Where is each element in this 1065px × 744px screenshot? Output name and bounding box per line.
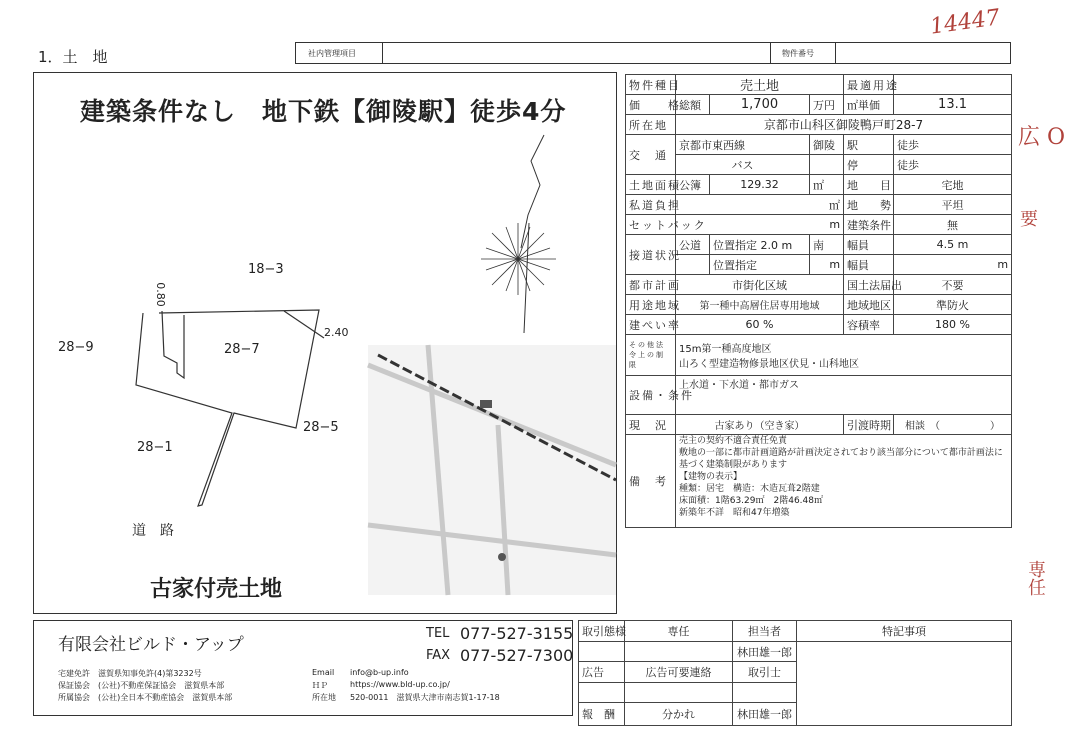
mgmt-label: 社内管理項目 xyxy=(308,49,356,58)
road-label: 道 路 xyxy=(132,523,174,539)
license: 宅建免許 滋賀県知事免許(4)第3232号 xyxy=(58,669,202,678)
spec-table: 物件種目 売土地 最適用途 価 格 総額 1,700 万円 ㎡単価 13.1 所在地 京都市山科区御陵鴨戸町28-7 交 通 京都市東西線 御陵 駅 徒歩 バス 停 徒歩 土地面積 公簿 129.32 ㎡ 地 目 宅地 私道負担 ㎡ 地 勢 平坦 セットバック m 建築条件 無 接道状況 公道 位置指定 2.0 m 南 幅員 4.5 m 位置指定 m 幅員 m 都市計画 市街化区域 国土法届出 不要 用途地域 第一種中高層住居専用地域 地域地区 準防火 建ぺい率 60 % 容積率 180 % その他法令上の制限 15m第一種高度地区 山ろく型建造物修景地区伏見・山科地区 設備・条件 上水道・下水道・都市ガス 現 況 古家あり（空き家） 引渡時期 相談 （ ） 備 考 売主の契約不適合責任免責 敷地の一部に都市計画道路が計画決定されており該当部分について都市計画法に基づく建築制限があります 【建物の表示】 種類：居宅 構造：木造瓦葺2階建 床面積：1階63.29㎡ 2階46.48㎡ 新築年不詳 昭和47年増築 xyxy=(625,74,1012,528)
dim-080: 0.80 xyxy=(153,282,167,307)
email[interactable]: info@b-up.info xyxy=(350,668,409,677)
member: 所属協会 (公社)全日本不動産協会 滋賀県本部 xyxy=(58,693,233,702)
email-label: Email xyxy=(312,668,335,677)
tel-label: TEL xyxy=(426,626,450,641)
map-roads xyxy=(368,345,616,595)
tel: 077-527-3155 xyxy=(460,624,574,643)
note-3: 種類：居宅 構造：木造瓦葺2階建 xyxy=(679,484,820,494)
company-name: 有限会社ビルド・アップ xyxy=(58,635,244,655)
lot-28-1: 28−1 xyxy=(137,440,173,455)
property-no-label: 物件番号 xyxy=(782,49,814,58)
note-2: 【建物の表示】 xyxy=(679,472,743,482)
note-0: 売主の契約不適合責任免責 xyxy=(679,436,788,446)
note-5: 新築年不詳 昭和47年増築 xyxy=(679,508,790,518)
lot-18-3: 18−3 xyxy=(248,262,284,277)
lot-28-5: 28−5 xyxy=(303,420,339,435)
fax: 077-527-7300 xyxy=(460,646,574,665)
subheadline: 古家付売土地 xyxy=(150,577,283,602)
section-title: 1．土 地 xyxy=(38,48,108,66)
hand-note-1: 広 O xyxy=(1018,125,1065,150)
lot-28-9: 28−9 xyxy=(58,340,94,355)
note-4: 床面積：1階63.29㎡ 2階46.48㎡ xyxy=(679,496,823,506)
lot-28-7: 28−7 xyxy=(224,342,260,357)
doc-number: 14447 xyxy=(928,5,1002,40)
note-1: 敷地の一部に都市計画道路が計画決定されており該当部分について都市計画法に基づく建築制限があります xyxy=(679,448,1003,470)
footer-table: 取引態様 専任 担当者 特記事項 林田雄一郎 広告 広告可要連絡 取引士 報 酬 分かれ 林田雄一郎 xyxy=(578,620,1012,726)
header-bar xyxy=(295,42,1011,64)
guarantee: 保証協会 (公社)不動産保証協会 滋賀県本部 xyxy=(58,681,225,690)
headline: 建築条件なし 地下鉄【御陵駅】徒歩4分 xyxy=(80,97,567,126)
addr: 520-0011 滋賀県大津市南志賀1-17-18 xyxy=(350,693,500,702)
fax-label: FAX xyxy=(426,648,451,663)
hand-note-3: 専任 xyxy=(1025,560,1046,596)
hand-note-2: 要 xyxy=(1020,209,1038,230)
addr-label: 所在地 xyxy=(312,693,336,702)
hp[interactable]: https://www.bld-up.co.jp/ xyxy=(350,680,450,689)
dim-240: 2.40 xyxy=(324,326,349,339)
hp-label: ＨＰ xyxy=(312,681,328,690)
